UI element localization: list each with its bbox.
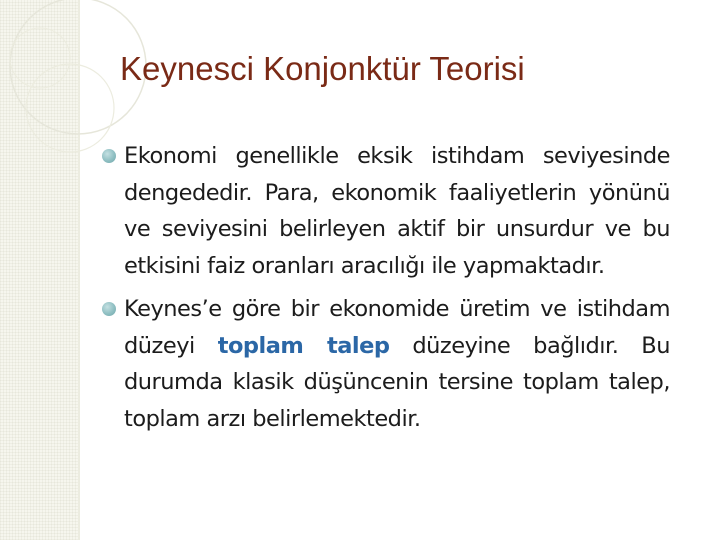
highlighted-term: toplam talep xyxy=(217,332,390,359)
bullet-item xyxy=(102,138,670,284)
slide-title: Keynesci Konjonktür Teorisi xyxy=(120,50,525,87)
bullet-text-after: düzeyine bağlıdır. Bu durumda klasik düşüncenin tersine toplam talep, toplam arzı belirlemektedir. xyxy=(124,332,670,432)
bullet-dot-icon xyxy=(102,149,116,163)
bullet-dot-icon xyxy=(102,302,116,316)
bullet-item xyxy=(102,291,670,437)
bullet-list xyxy=(102,138,670,444)
bullet-text: Ekonomi genellikle eksik istihdam seviyesinde dengededir. Para, ekonomik faaliyetlerin yönünü ve seviyesini belirleyen aktif bir unsurdur ve bu etkisini faiz oranları aracılığı ile yapmaktadır. xyxy=(124,143,670,279)
bullet-text xyxy=(124,291,670,437)
bullet-text-before: Keynes’e göre bir ekonomide üretim ve istihdam düzeyi xyxy=(124,296,670,359)
